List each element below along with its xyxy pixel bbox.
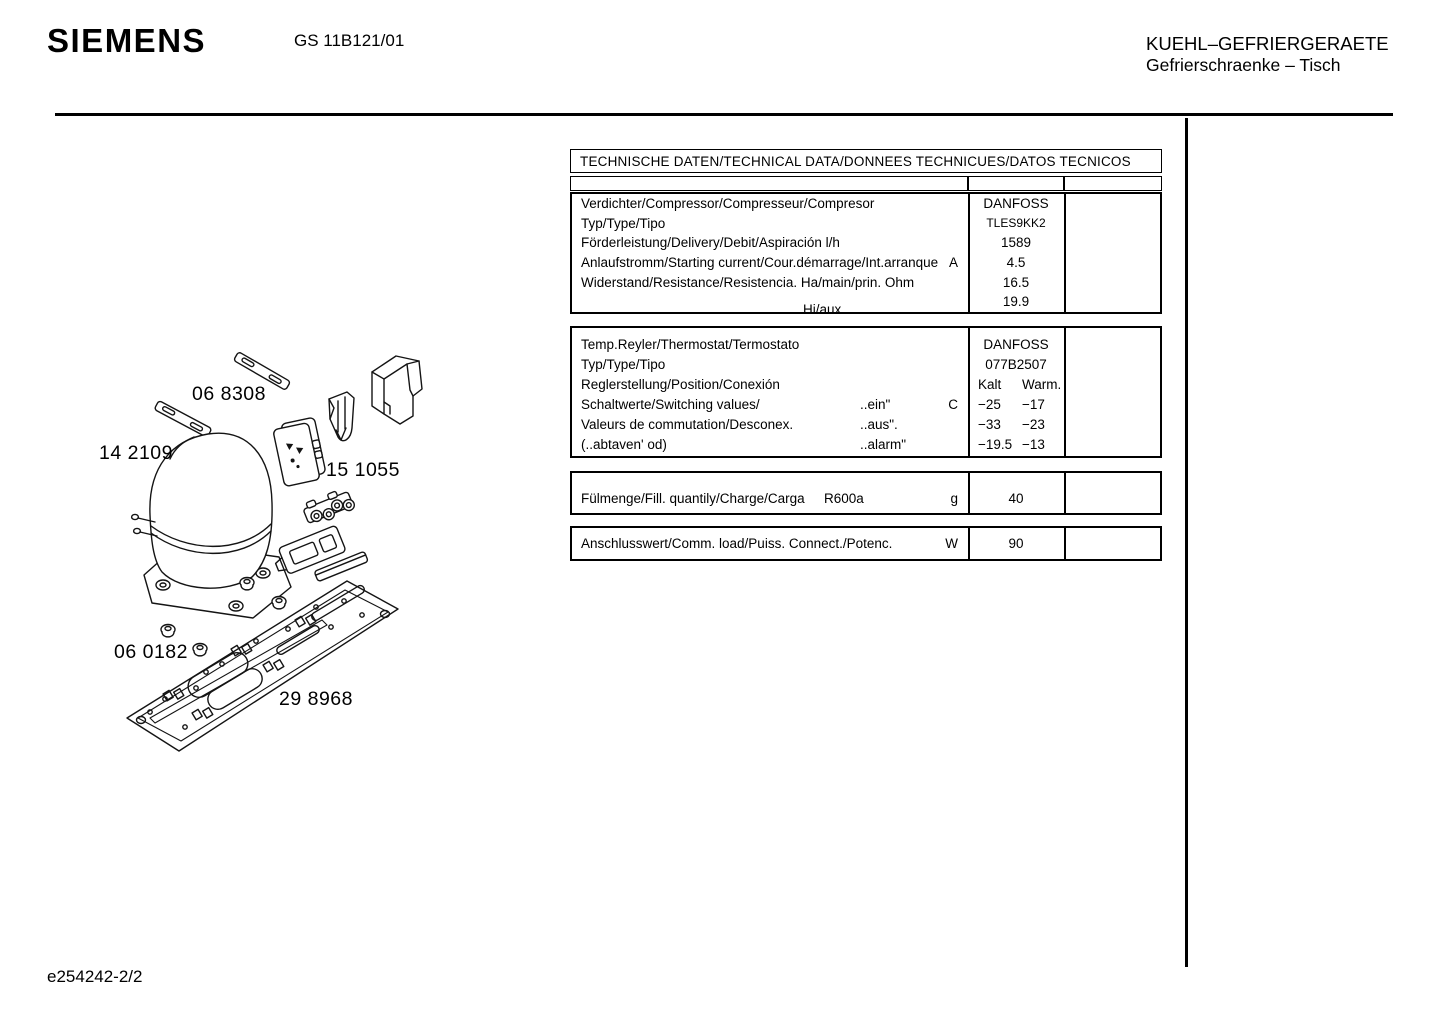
row-unit: g bbox=[950, 490, 958, 506]
grommet bbox=[161, 625, 175, 637]
grommet bbox=[240, 578, 254, 590]
value-warm: −17 bbox=[1022, 397, 1045, 413]
row-value bbox=[968, 417, 1074, 432]
filling-quantity-table bbox=[570, 471, 1162, 515]
row-value: TLES9KK2 bbox=[986, 216, 1046, 231]
row-label-text: Schaltwerte/Switching values/ bbox=[581, 397, 760, 413]
value-kalt: −19.5 bbox=[978, 436, 1013, 452]
row-label: Typ/Type/Tipo bbox=[581, 215, 666, 231]
row-label bbox=[572, 491, 968, 506]
document-reference: e254242-2/2 bbox=[47, 967, 143, 986]
row-label: Temp.Reyler/Thermostat/Termostato bbox=[581, 337, 800, 353]
row-label-text: Anlaufstromm/Starting current/Cour.démarrage/Int.arranque bbox=[581, 255, 939, 271]
start-relay bbox=[272, 417, 327, 487]
row-value: 16.5 bbox=[1002, 274, 1030, 290]
row-unit: C bbox=[948, 397, 958, 413]
row-value: 4.5 bbox=[1006, 255, 1026, 271]
row-value bbox=[968, 397, 1074, 412]
value-warm: −13 bbox=[1022, 436, 1045, 452]
part-number-29-8968: 29 8968 bbox=[279, 688, 353, 710]
table-row bbox=[572, 488, 1160, 508]
table-row bbox=[572, 375, 1160, 395]
clip-bracket bbox=[329, 392, 354, 441]
value-kalt: Kalt bbox=[978, 377, 1002, 393]
part-number-06-8308: 06 8308 bbox=[192, 383, 266, 405]
grommet bbox=[193, 644, 207, 656]
row-value: 40 bbox=[1008, 490, 1024, 506]
tech-data-header-row bbox=[570, 176, 1162, 191]
table-row bbox=[572, 434, 1160, 454]
table-row bbox=[572, 194, 1160, 214]
row-label-text: (..abtaven' od) bbox=[581, 436, 667, 452]
part-number-15-1055: 15 1055 bbox=[326, 459, 400, 481]
table-row bbox=[572, 233, 1160, 253]
value-warm: −23 bbox=[1022, 417, 1045, 432]
table-row bbox=[572, 355, 1160, 375]
grommet bbox=[272, 597, 286, 609]
row-label bbox=[572, 417, 968, 432]
row-value: DANFOSS bbox=[983, 196, 1049, 212]
column-divider bbox=[1063, 177, 1065, 190]
value-kalt: −25 bbox=[978, 397, 1001, 413]
row-value bbox=[968, 437, 1074, 452]
row-label-text: Valeurs de commutation/Desconex. bbox=[581, 417, 794, 432]
row-label bbox=[572, 536, 968, 551]
row-value: 1589 bbox=[1000, 235, 1032, 251]
model-number: GS 11B121/01 bbox=[294, 31, 405, 50]
row-label-text: Fülmenge/Fill. quantily/Charge/Carga bbox=[581, 490, 805, 506]
part-number-14-2109: 14 2109 bbox=[99, 442, 173, 464]
row-label: Förderleistung/Delivery/Debit/Aspiración l/h bbox=[581, 235, 840, 251]
row-label bbox=[572, 437, 968, 452]
row-sublabel: ..aus". bbox=[860, 417, 898, 432]
row-value: 19.9 bbox=[1002, 294, 1030, 310]
row-value: DANFOSS bbox=[983, 337, 1049, 353]
value-kalt: −33 bbox=[978, 417, 1001, 432]
row-value: 90 bbox=[1008, 536, 1024, 551]
product-line: KUEHL–GEFRIERGERAETE bbox=[1146, 33, 1389, 54]
row-label bbox=[572, 255, 968, 270]
row-value: 077B2507 bbox=[985, 357, 1047, 373]
column-divider bbox=[967, 177, 969, 190]
row-label: Typ/Type/Tipo bbox=[581, 357, 666, 373]
table-row bbox=[572, 214, 1160, 234]
row-unit: W bbox=[945, 536, 958, 551]
row-label: Widerstand/Resistance/Resistencia. Ha/main/prin. Ohm bbox=[581, 274, 915, 290]
refrigerant-type: R600a bbox=[824, 490, 864, 506]
compressor-table bbox=[570, 192, 1162, 317]
relay-cover bbox=[372, 356, 422, 424]
table-row bbox=[572, 528, 1160, 559]
table-row bbox=[572, 415, 1160, 435]
brand-logo: SIEMENS bbox=[47, 22, 207, 59]
mounting-strip-lower bbox=[154, 401, 212, 438]
table-row bbox=[572, 272, 1160, 292]
row-sublabel: ..alarm" bbox=[860, 436, 907, 452]
table-row bbox=[572, 395, 1160, 415]
row-label: Reglerstellung/Position/Conexión bbox=[581, 377, 780, 393]
part-number-06-0182: 06 0182 bbox=[114, 641, 188, 663]
connected-load-table bbox=[570, 526, 1162, 561]
row-sublabel: ..ein" bbox=[860, 397, 891, 413]
row-value bbox=[968, 377, 1074, 392]
tech-data-title: TECHNISCHE DATEN/TECHNICAL DATA/DONNEES TECHNICUES/DATOS TECNICOS bbox=[580, 153, 1131, 169]
value-warm: Warm. bbox=[1022, 377, 1062, 393]
row-label: Verdichter/Compressor/Compresseur/Compresor bbox=[581, 196, 875, 212]
row-sublabel: Hi/aux. bbox=[803, 301, 846, 317]
terminal-block bbox=[301, 486, 356, 527]
table-row bbox=[572, 292, 1160, 317]
tech-data-title-box bbox=[570, 149, 1162, 173]
row-label-text: Anschlusswert/Comm. load/Puiss. Connect./Potenc. bbox=[581, 536, 893, 551]
thermostat-table bbox=[570, 326, 1162, 458]
row-unit: A bbox=[948, 255, 958, 271]
row-label bbox=[572, 397, 968, 412]
table-row bbox=[572, 253, 1160, 273]
product-subline: Gefrierschraenke – Tisch bbox=[1146, 55, 1341, 75]
table-row bbox=[572, 335, 1160, 355]
